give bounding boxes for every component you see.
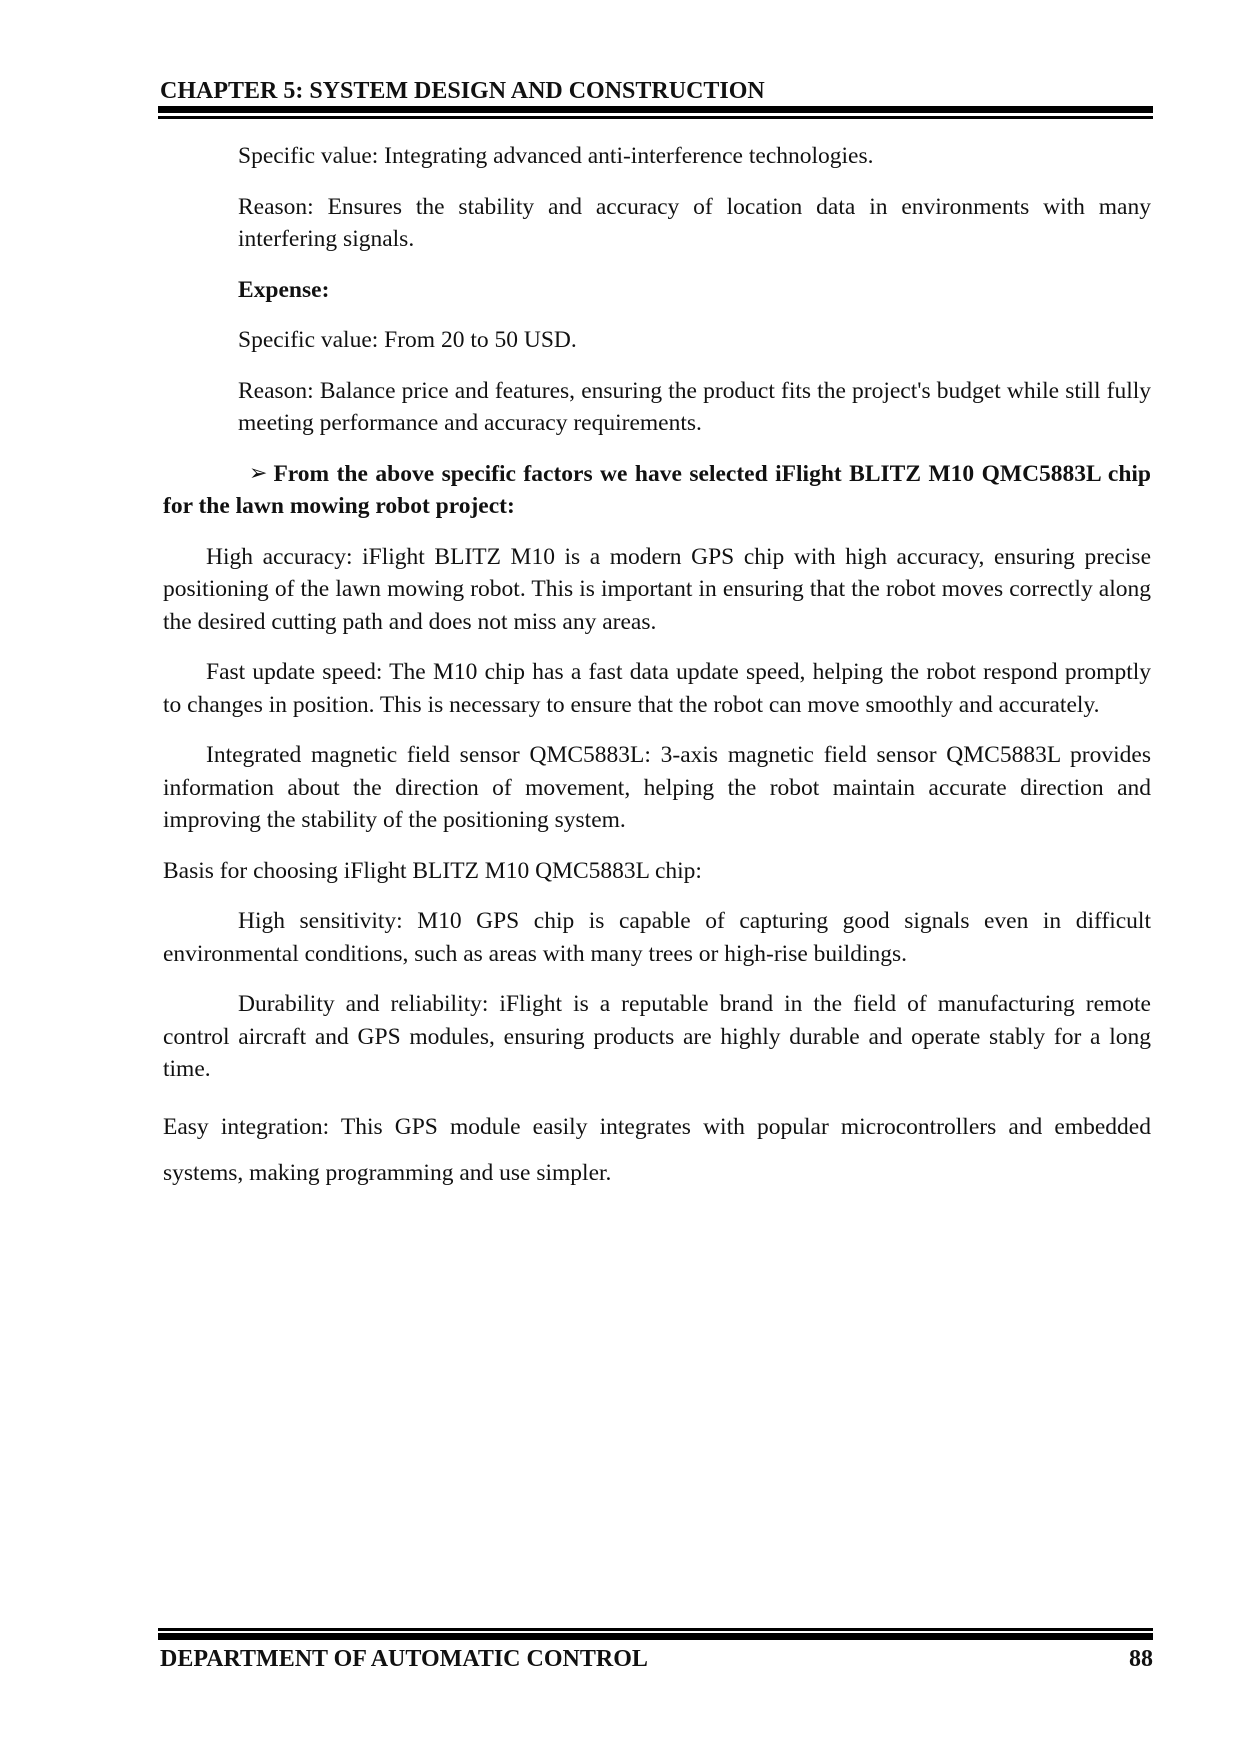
anti-interference-reason: Reason: Ensures the stability and accuracy of location data in environments with many interfering signals. [238, 193, 1151, 252]
expense-specific-value: Specific value: From 20 to 50 USD. [238, 327, 577, 353]
basis-durability: Durability and reliability: iFlight is a reputable brand in the field of manufacturing remote control aircraft and GPS modules, ensuring products are highly durable and operate stably for a long time. [163, 991, 1151, 1082]
basis-high-sensitivity: High sensitivity: M10 GPS chip is capable of capturing good signals even in difficult environmental conditions, such as areas with many trees or high-rise buildings. [163, 908, 1151, 967]
chapter-header: CHAPTER 5: SYSTEM DESIGN AND CONSTRUCTION [160, 78, 765, 104]
basis-heading: Basis for choosing iFlight BLITZ M10 QMC5883L chip: [163, 857, 702, 884]
header-rule-thin [158, 116, 1153, 119]
footer-rule-thick [158, 1633, 1153, 1640]
page-body [163, 140, 1151, 1196]
feature-magnetic-sensor: Integrated magnetic field sensor QMC5883L: 3-axis magnetic field sensor QMC5883L provides information about the direction of movement, helping the robot maintain accurate direction and improving the stability of the positioning system. [163, 742, 1151, 833]
page-number: 88 [1129, 1646, 1153, 1672]
expense-heading: Expense: [238, 276, 330, 303]
arrow-bullet-icon: ➢ [249, 459, 268, 485]
selection-statement [163, 458, 1151, 523]
footer-rule-thin [158, 1628, 1153, 1631]
expense-reason: Reason: Balance price and features, ensuring the product fits the project's budget while still fully meeting performance and accuracy requirements. [238, 377, 1151, 436]
header-rule-thick [158, 106, 1153, 113]
selection-text: From the above specific factors we have selected iFlight BLITZ M10 QMC5883L chip for the lawn mowing robot project: [163, 460, 1151, 519]
feature-high-accuracy: High accuracy: iFlight BLITZ M10 is a modern GPS chip with high accuracy, ensuring precise positioning of the lawn mowing robot. This is important in ensuring that the robot moves correctly along the desired cutting path and does not miss any areas. [163, 543, 1151, 635]
anti-interference-specific-value: Specific value: Integrating advanced anti-interference technologies. [238, 143, 874, 169]
basis-easy-integration: Easy integration: This GPS module easily integrates with popular microcontrollers and embedded systems, making programming and use simpler. [163, 1113, 1151, 1186]
footer-department: DEPARTMENT OF AUTOMATIC CONTROL [160, 1646, 648, 1672]
feature-fast-update: Fast update speed: The M10 chip has a fast data update speed, helping the robot respond promptly to changes in position. This is necessary to ensure that the robot can move smoothly and accurately. [163, 659, 1151, 718]
